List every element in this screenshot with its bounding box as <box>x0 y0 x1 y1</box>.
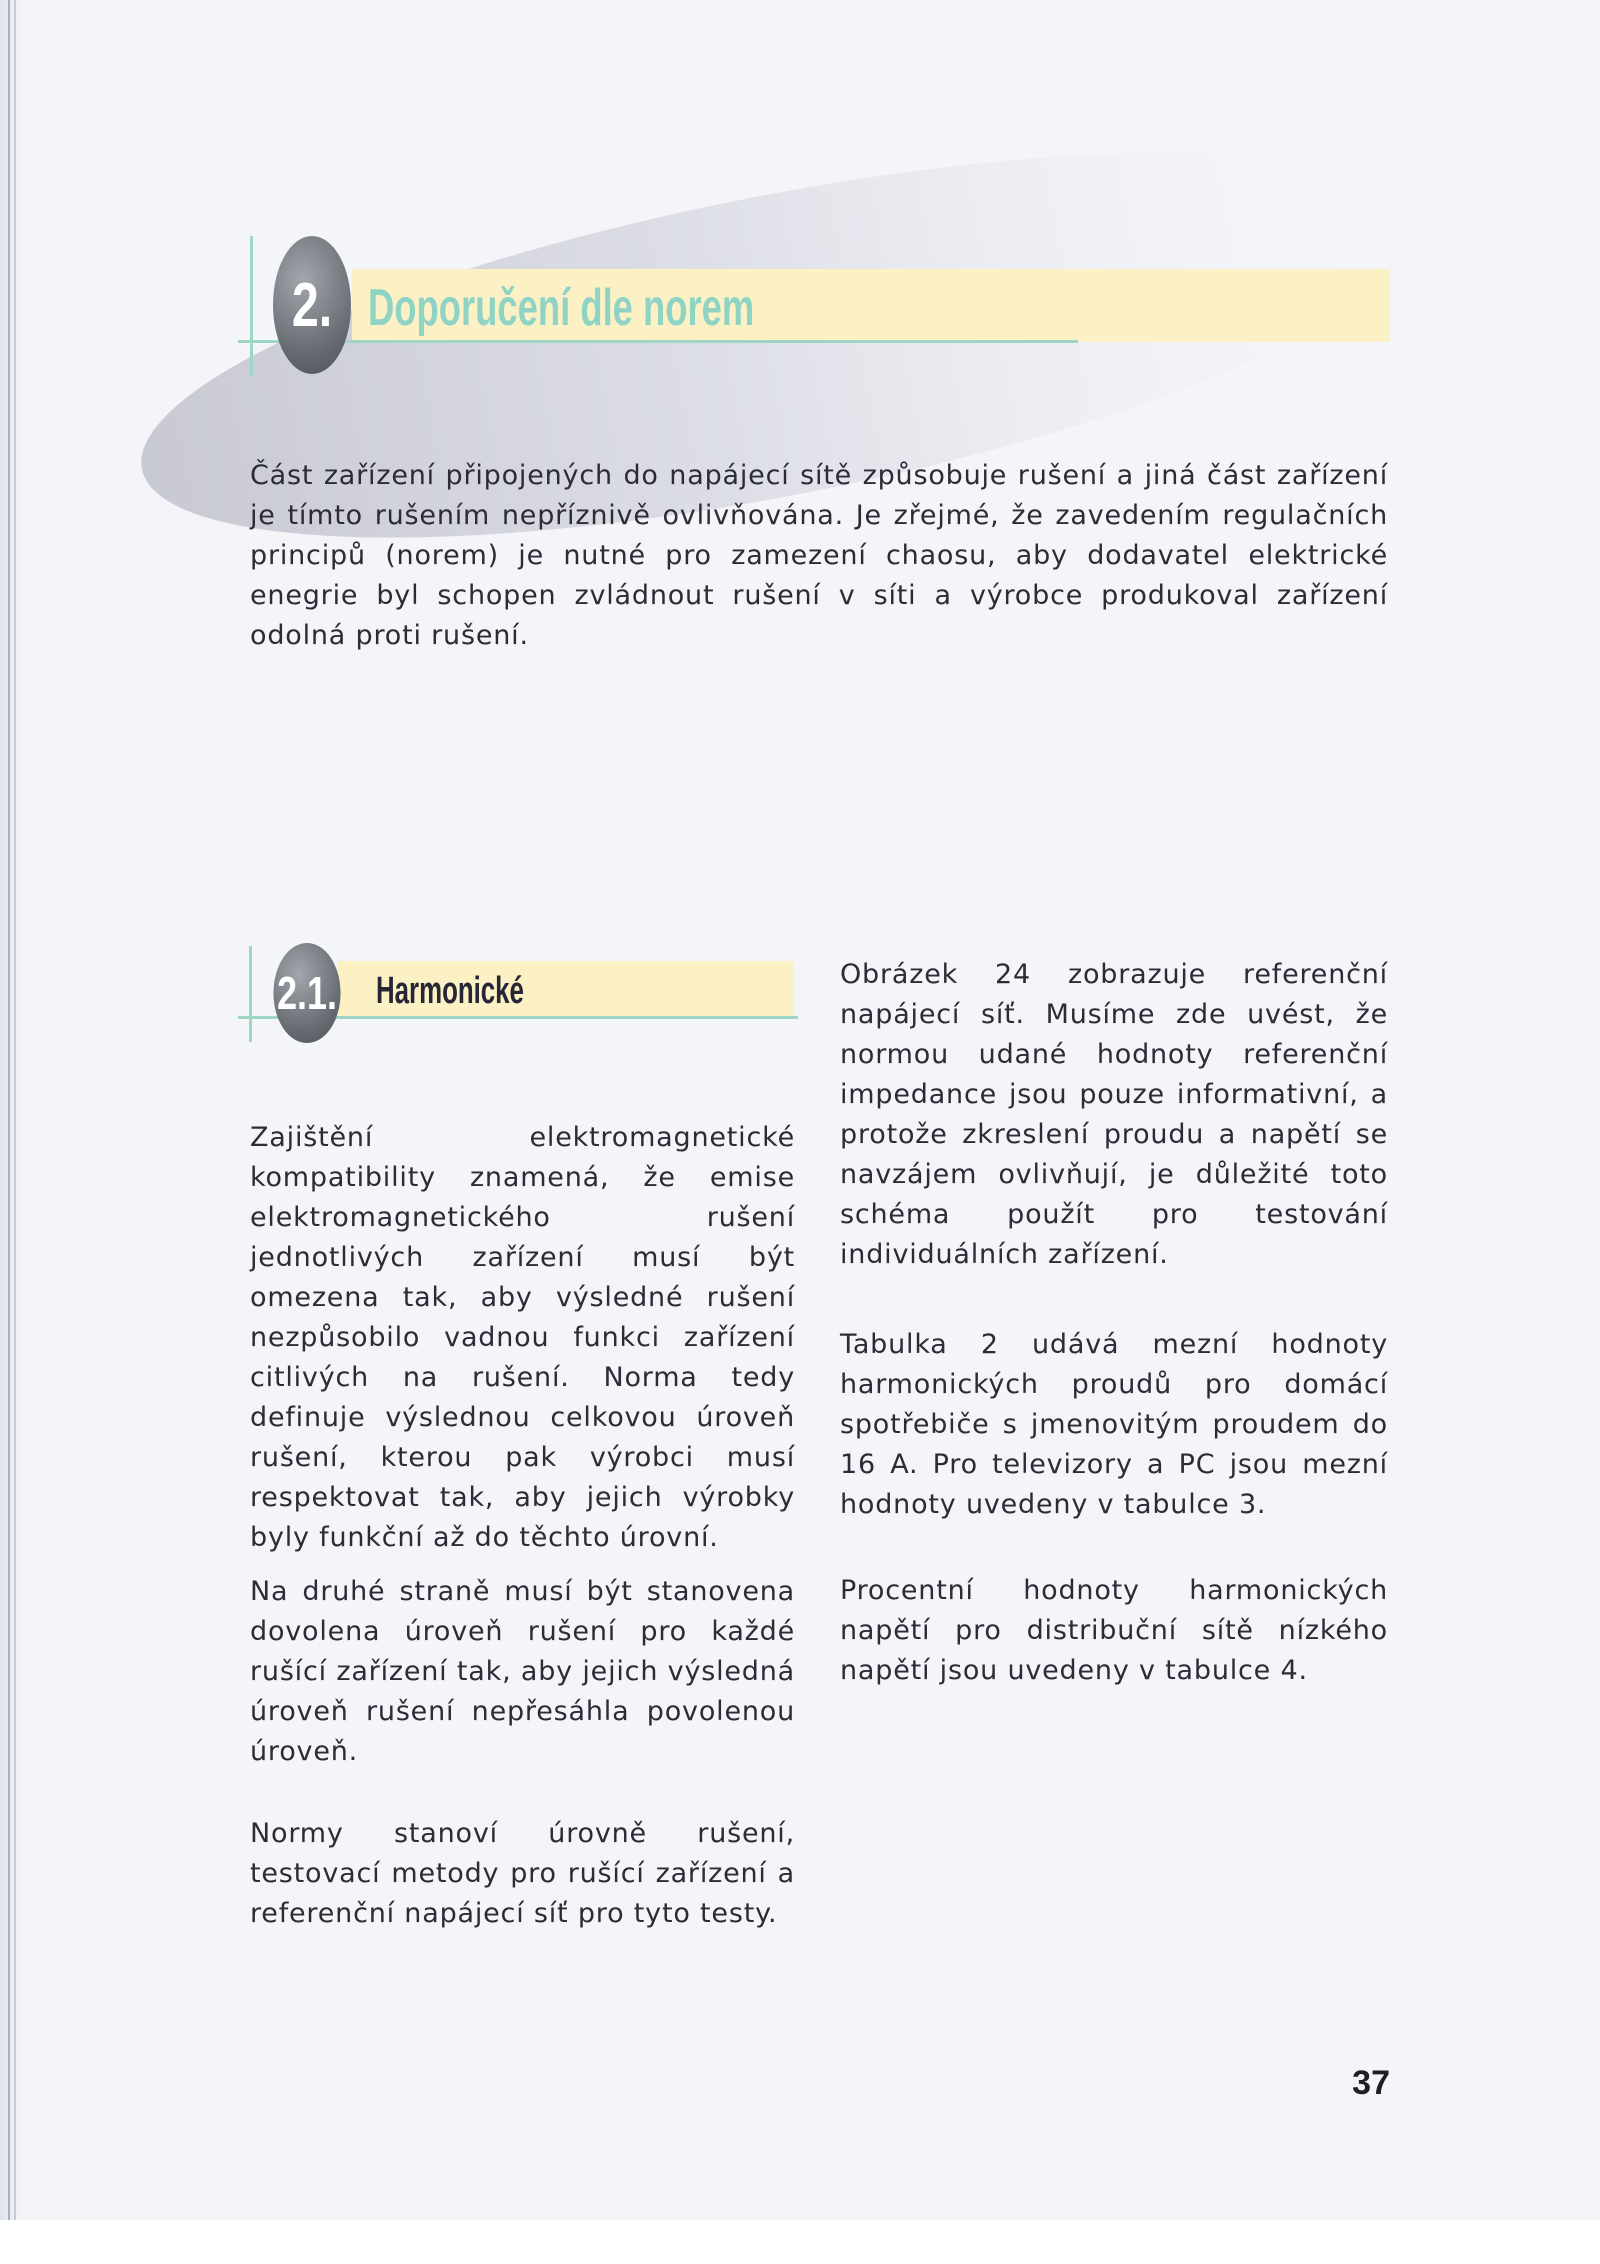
section-rule-vertical <box>250 236 253 376</box>
left-paragraph: Na druhé straně musí být stanovena dovolena úroveň rušení pro každé rušící zařízení tak, aby jejich výsledná úroveň rušení nepřesáhla povolenou úroveň. <box>250 1576 795 1767</box>
section-title: Doporučení dle norem <box>368 279 755 337</box>
page-number: 37 <box>1352 2064 1390 2102</box>
section-rule-horizontal <box>238 340 1078 343</box>
intro-paragraph: Část zařízení připojených do napájecí sítě způsobuje rušení a jiná část zařízení je tímto rušením nepříznivě ovlivňována. Je zřejmé, že zavedením regulačních principů (norem) je nutné pro zamezení chaosu, aby dodavatel elektrické enegrie byl schopen zvládnout rušení v síti a výrobce produkoval zařízení odolná proti rušení. <box>250 460 1388 651</box>
section-number-badge: 2. <box>273 236 351 374</box>
left-paragraph: Normy stanoví úrovně rušení, testovací metody pro rušící zařízení a referenční napájecí síť pro tyto testy. <box>250 1818 795 1929</box>
right-paragraph: Obrázek 24 zobrazuje referenční napájecí síť. Musíme zde uvést, že normou udané hodnoty referenční impedance jsou pouze informativní, a protože zkreslení proudu a napětí se navzájem ovlivňují, je důležité toto schéma použít pro testování individuálních zařízení. <box>840 959 1388 1270</box>
subsection-title: Harmonické <box>376 970 524 1012</box>
scan-bottom-edge <box>0 2220 1600 2264</box>
subsection-number-badge: 2.1. <box>273 943 340 1043</box>
subsection-rule-vertical <box>249 946 252 1042</box>
right-paragraph: Tabulka 2 udává mezní hodnoty harmonických proudů pro domácí spotřebiče s jmenovitým proudem do 16 A. Pro televizory a PC jsou mezní hodnoty uvedeny v tabulce 3. <box>840 1329 1388 1520</box>
left-paragraph: Zajištění elektromagnetické kompatibility znamená, že emise elektromagnetického rušení jednotlivých zařízení musí být omezena tak, aby výsledné rušení nezpůsobilo vadnou funkci zařízení citlivých na rušení. Norma tedy definuje výslednou celkovou úroveň rušení, kterou pak výrobci musí respektovat tak, aby jejich výrobky byly funkční až do těchto úrovní. <box>250 1122 795 1553</box>
right-paragraph: Procentní hodnoty harmonických napětí pro distribuční sítě nízkého napětí jsou uvedeny v tabulce 4. <box>840 1575 1388 1686</box>
